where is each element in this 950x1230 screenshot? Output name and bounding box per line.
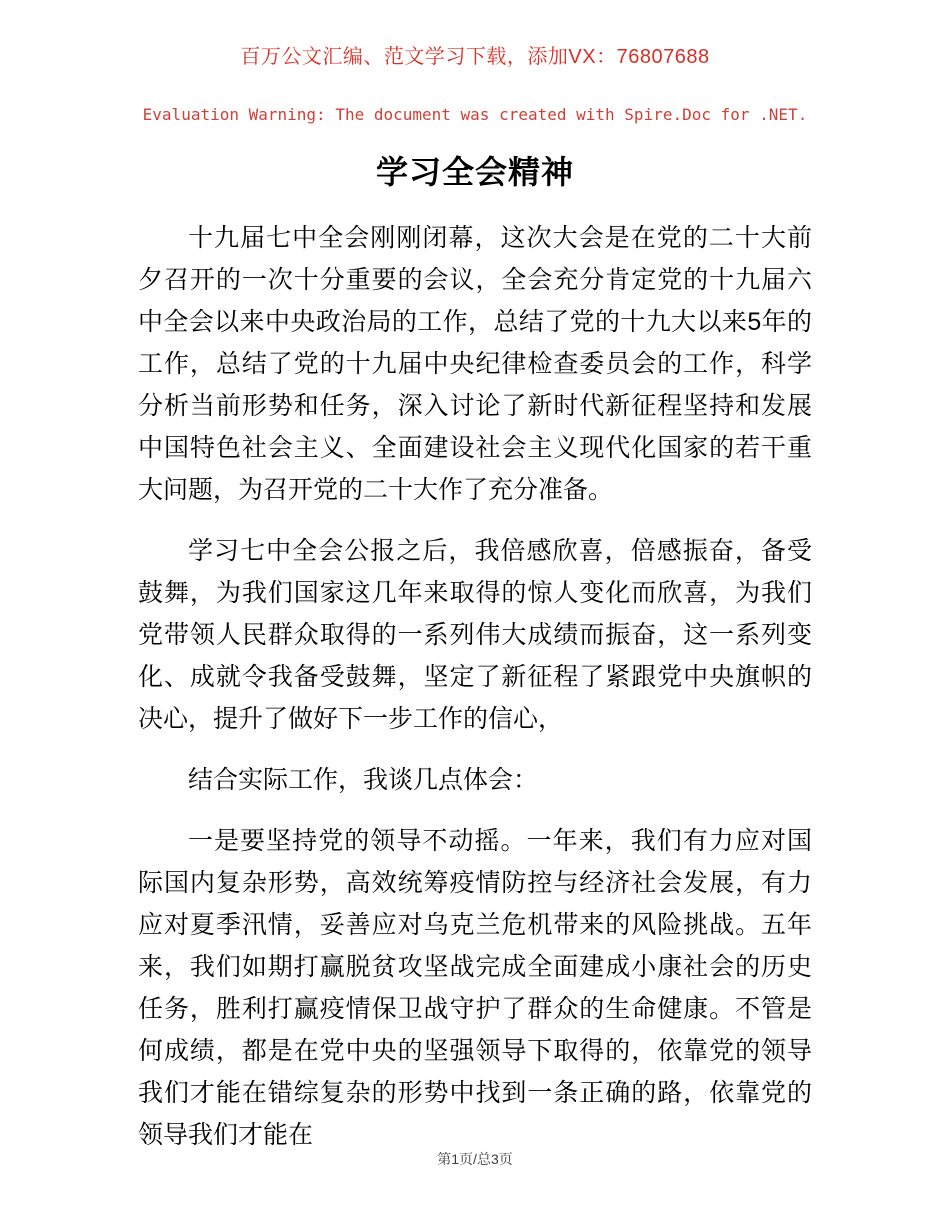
evaluation-warning: Evaluation Warning: The document was created with Spire.Doc for .NET. <box>142 105 808 124</box>
promo-banner: 百万公文汇编、范文学习下载，添加VX：76807688 <box>240 46 710 68</box>
paragraph-3: 结合实际工作，我谈几点体会： <box>188 766 539 794</box>
page-indicator: 第1页/总3页 <box>437 1151 513 1167</box>
document-title: 学习全会精神 <box>375 154 574 190</box>
paragraph-2: 学习七中全会公报之后，我倍感欣喜，倍感振奋，备受鼓舞，为我们国家这几年来取得的惊人变化而欣喜，为我们党带领人民群众取得的一系列伟大成绩而振奋，这一系列变化、成就令我备受鼓舞，坚定了新征程了紧跟党中央旗帜的决心，提升了做好下一步工作的信心， <box>138 537 812 733</box>
document-body <box>138 217 812 1156</box>
paragraph-4: 一是要坚持党的领导不动摇。一年来，我们有力应对国际国内复杂形势，高效统筹疫情防控与经济社会发展，有力应对夏季汛情，妥善应对乌克兰危机带来的风险挑战。五年来，我们如期打赢脱贫攻坚战完成全面建成小康社会的历史任务，胜利打赢疫情保卫战守护了群众的生命健康。不管是何成绩，都是在党中央的坚强领导下取得的，依靠党的领导我们才能在错综复杂的形势中找到一条正确的路，依靠党的领导我们才能在 <box>138 827 812 1149</box>
paragraph-1: 十九届七中全会刚刚闭幕，这次大会是在党的二十大前夕召开的一次十分重要的会议，全会充分肯定党的十九届六中全会以来中央政治局的工作，总结了党的十九大以来5年的工作，总结了党的十九届中央纪律检查委员会的工作，科学分析当前形势和任务，深入讨论了新时代新征程坚持和发展中国特色社会主义、全面建设社会主义现代化国家的若干重大问题，为召开党的二十大作了充分准备。 <box>138 224 812 504</box>
